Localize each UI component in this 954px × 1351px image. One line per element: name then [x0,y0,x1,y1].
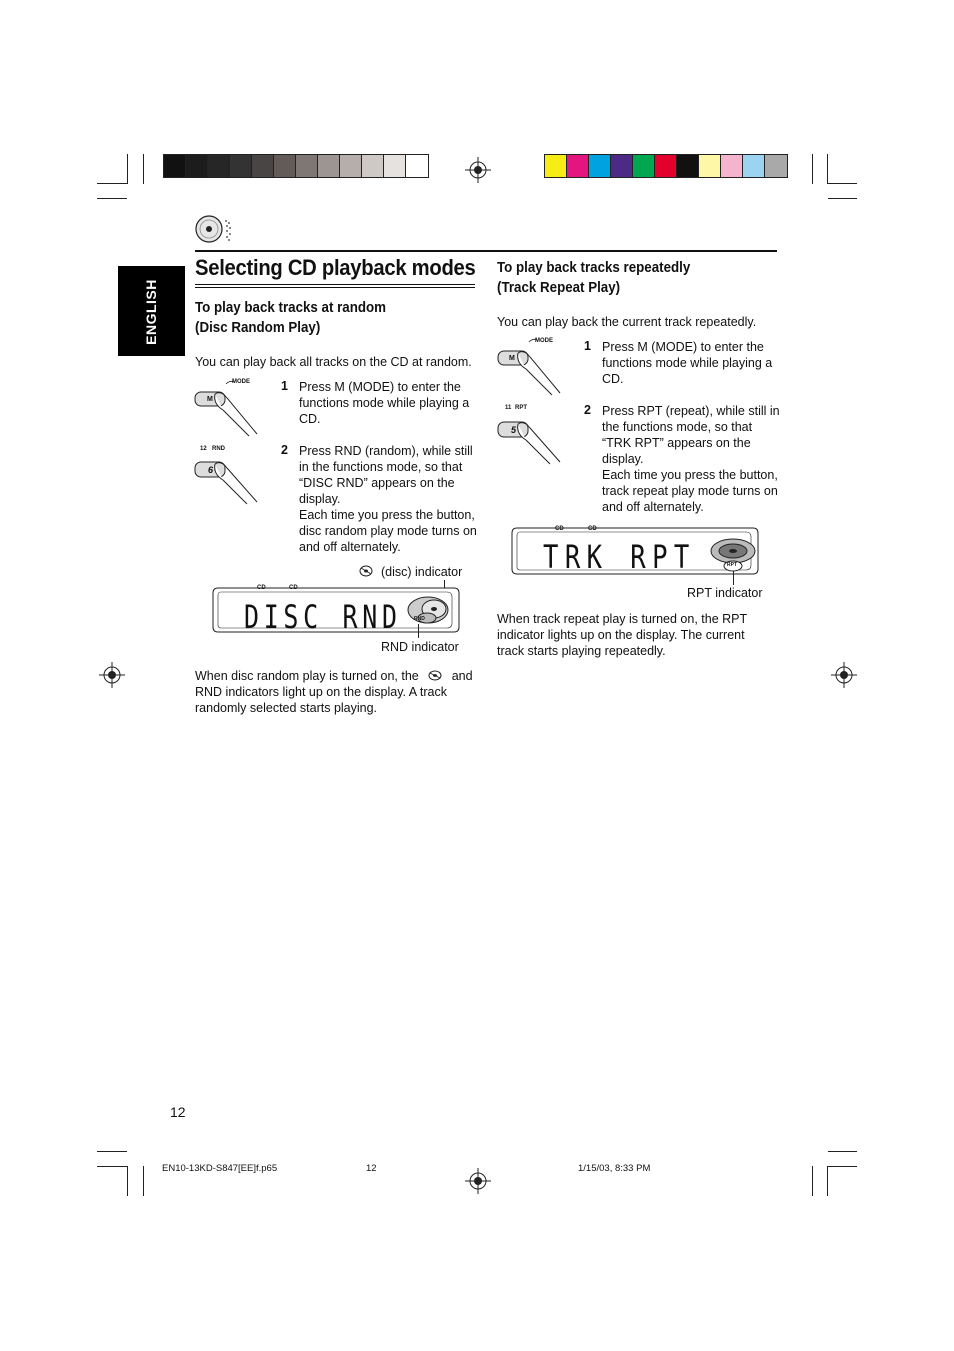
color-swatch [208,155,230,177]
page-title: Selecting CD playback modes [195,255,476,280]
lcd-small-cd-1: CD [257,585,266,591]
color-swatch [318,155,340,177]
mode-button-label: MODE [535,338,553,344]
color-swatch [567,155,589,177]
track-repeat-heading-1: To play back tracks repeatedly [497,260,691,276]
disc-random-heading-1: To play back tracks at random [195,300,387,316]
disc-indicator-label: (disc) indicator [381,565,463,579]
rpt-badge: RPT [727,562,737,568]
color-swatch [765,155,787,177]
rpt-indicator-label: RPT indicator [687,586,763,600]
color-swatch [699,155,721,177]
finger-press-mode-icon [496,338,566,398]
outro-text: When disc random play is turned on, the [195,669,419,683]
track-repeat-intro: You can play back the current track repeatedly. [497,315,757,329]
page-number: 12 [170,1104,186,1120]
mode-button-key: M [207,396,213,403]
step-number: 2 [584,403,591,417]
language-tab [118,266,185,356]
color-swatch [340,155,362,177]
step-number: 1 [281,379,288,393]
color-swatch [252,155,274,177]
disc-random-intro: You can play back all tracks on the CD at random. [195,355,472,369]
color-swatch [677,155,699,177]
outro-text: RND indicators light up on the display. A track randomly selected starts playing. [195,685,447,715]
track-repeat-heading-2: (Track Repeat Play) [497,280,621,296]
lcd-small-cd-2: CD [588,526,597,532]
color-swatch [164,155,186,177]
footer-timestamp: 1/15/03, 8:33 PM [578,1163,651,1174]
color-swatch [406,155,428,177]
color-swatch [186,155,208,177]
disc-random-outro [195,668,485,716]
rnd-indicator-leader [418,624,419,638]
step-text: Press RPT (repeat), while still in the functions mode, so that “TRK RPT” appears on the display. [602,404,780,466]
color-swatch [611,155,633,177]
color-swatch [274,155,296,177]
rnd-badge: RND [414,616,425,622]
step-extra-text: Each time you press the button, track repeat play mode turns on and off alternately. [602,468,778,514]
color-swatch [633,155,655,177]
color-swatch [589,155,611,177]
finger-press-mode-icon [193,378,263,438]
step-text: Press RND (random), while still in the functions mode, so that “DISC RND” appears on the display. [299,444,473,506]
track-repeat-outro: When track repeat play is turned on, the RPT indicator lights up on the display. The current track starts playing repeatedly. [497,612,747,658]
footer-filename: EN10-13KD-S847[EE]f.p65 [162,1163,278,1174]
disc-random-heading-2: (Disc Random Play) [195,320,321,336]
rpt-indicator-leader [733,571,734,585]
color-swatch [743,155,765,177]
outro-text: and [451,669,473,683]
step-text: Press M (MODE) to enter the functions mode while playing a CD. [602,340,773,386]
registration-mark-icon [831,662,857,688]
color-swatch [384,155,406,177]
rnd-button-key: 6 [208,465,214,475]
disc-icon [428,670,442,681]
rnd-button-label: RND [212,446,225,452]
rnd-button-number: 12 [200,446,207,452]
lcd-small-cd-1: CD [555,526,564,532]
registration-mark-icon [465,1168,491,1194]
color-bar-process [544,154,788,178]
color-swatch [296,155,318,177]
color-swatch [655,155,677,177]
registration-mark-icon [465,157,491,183]
step-number: 1 [584,339,591,353]
lcd-text: TRK RPT [543,538,696,576]
rnd-indicator-label: RND indicator [381,640,459,654]
title-underline [195,284,475,285]
rpt-button-label: RPT [515,405,527,411]
color-bar-grayscale [163,154,429,178]
disc-indicator-icon [359,565,373,577]
step-number: 2 [281,443,288,457]
step-extra-text: Each time you press the button, disc random play mode turns on and off alternately. [299,508,477,554]
cd-section-icon [194,214,236,244]
lcd-text: DISC RND [244,598,402,636]
language-label: ENGLISH [143,279,159,345]
rpt-button-key: 5 [511,425,517,435]
rpt-button-number: 11 [505,405,512,411]
color-swatch [545,155,567,177]
top-rule [195,250,777,252]
finger-press-rnd-icon [193,456,263,508]
finger-press-rpt-icon [496,416,566,468]
color-swatch [721,155,743,177]
footer-page: 12 [366,1163,377,1174]
registration-mark-icon [99,662,125,688]
mode-button-label: MODE [232,379,250,385]
mode-button-key: M [509,355,515,362]
lcd-small-cd-2: CD [289,585,298,591]
color-swatch [230,155,252,177]
color-swatch [362,155,384,177]
step-text: Press M (MODE) to enter the functions mode while playing a CD. [299,380,470,426]
title-underline-2 [195,287,475,288]
